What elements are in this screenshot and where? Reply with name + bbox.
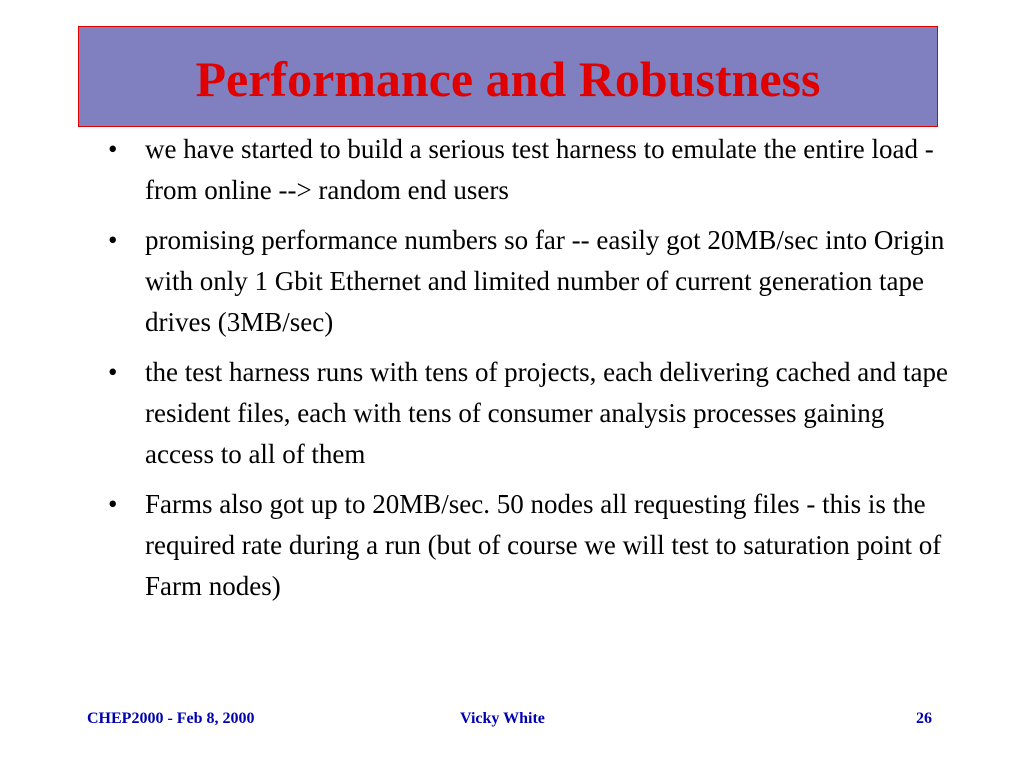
bullet-item [100,484,950,607]
footer-author: Vicky White [460,710,545,727]
bullet-item [100,129,950,211]
title-banner [78,26,938,127]
footer-page-number: 26 [916,710,932,727]
bullet-text: we have started to build a serious test harness to emulate the entire load - from online --> random end users [145,134,934,205]
bullet-item [100,220,950,343]
bullet-icon: • [108,225,118,255]
bullet-item [100,352,950,475]
bullet-icon: • [108,357,118,387]
bullet-text: the test harness runs with tens of projects, each delivering cached and tape resident files, each with tens of consumer analysis processes gaining access to all of them [145,357,948,469]
slide-title: Performance and Robustness [195,50,821,107]
bullet-icon: • [108,489,118,519]
bullet-text: Farms also got up to 20MB/sec. 50 nodes all requesting files - this is the required rate during a run (but of course we will test to saturation point of Farm nodes) [145,489,942,601]
bullet-list [100,129,950,616]
bullet-icon: • [108,134,118,164]
bullet-text: promising performance numbers so far -- easily got 20MB/sec into Origin with only 1 Gbit Ethernet and limited number of current generation tape drives (3MB/sec) [145,225,945,337]
footer-date: CHEP2000 - Feb 8, 2000 [87,710,255,727]
